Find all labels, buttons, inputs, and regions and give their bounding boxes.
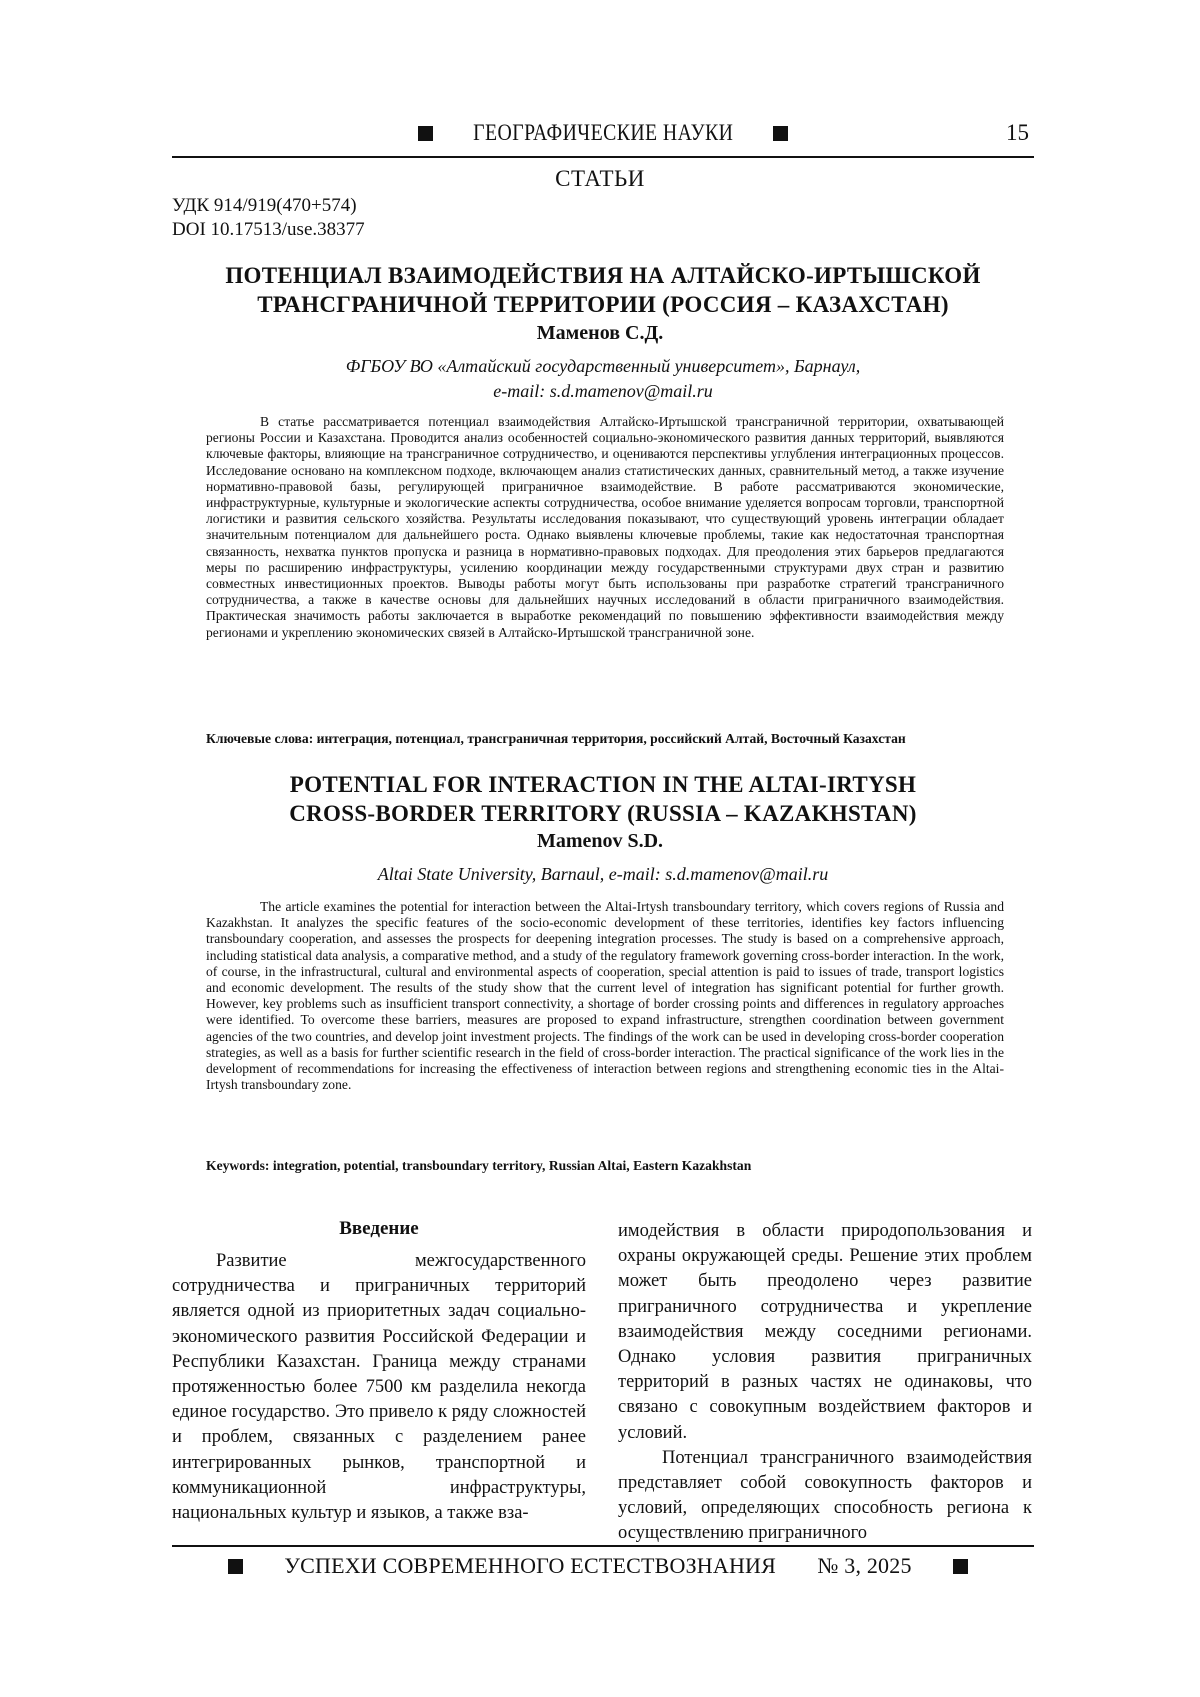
en-title-line1: POTENTIAL FOR INTERACTION IN THE ALTAI-IRTYSH — [289, 772, 917, 797]
en-keywords: Keywords: integration, potential, transboundary territory, Russian Altai, Eastern Kazakhstan — [206, 1158, 752, 1173]
page-number: 15 — [1006, 120, 1029, 145]
footer-divider — [172, 1545, 1034, 1547]
square-bullet-icon — [418, 126, 433, 141]
en-title-line2: CROSS-BORDER TERRITORY (RUSSIA – KAZAKHSTAN) — [289, 801, 917, 826]
en-affiliation: Altai State University, Barnaul, e-mail: s.d.mamenov@mail.ru — [377, 864, 829, 884]
en-title — [172, 770, 1034, 828]
running-footer — [228, 1553, 968, 1579]
intro-heading: Введение — [339, 1218, 419, 1239]
ru-affiliation — [172, 354, 1034, 404]
ru-author: Маменов С.Д. — [536, 322, 664, 344]
right-column — [618, 1219, 1032, 1547]
en-abstract: The article examines the potential for interaction between the Altai-Irtysh transboundary territory, which covers regions of Russia and Kazakhstan. It analyzes the specific features of the socio-economic development of these territories, identifies key factors influencing transboundary cooperation, and assesses the prospects for deepening integration processes. The study is based on a comprehensive approach, including statistical data analysis, a comparative method, and a study of the regulatory framework governing cross-border interaction. In the work, of course, in the infrastructural, cultural and environmental aspects of cooperation, special attention is paid to issues of trade, transport logistics and economic development. The results of the study show that the current level of integration has significant potential for further growth. However, key problems such as insufficient transport connectivity, a shortage of border crossing points and differences in regulatory approaches were identified. To overcome these barriers, measures are proposed to expand infrastructure, strengthen coordination between government agencies of the two countries, and develop joint investment projects. The findings of the work can be used in developing cross-border cooperation strategies, as well as a basis for further scientific research in the field of cross-border interaction. The practical significance of the work lies in the development of recommendations for increasing the effectiveness of interaction between regions and strengthening economic ties in the Altai-Irtysh transboundary zone. — [206, 899, 1004, 1093]
potential-paragraph: Потенциал трансграничного взаимодействия представляет собой совокупность факторов и условий, определяющих способность региона к осуществлению приграничного — [618, 1447, 1032, 1544]
identifiers — [172, 194, 365, 242]
journal-section: ГЕОГРАФИЧЕСКИЕ НАУКИ — [472, 120, 734, 145]
square-bullet-icon — [228, 1559, 243, 1574]
header-divider — [172, 156, 1034, 158]
intro-paragraph: Развитие межгосударственного сотрудничества и приграничных территорий является одной из приоритетных задач социально-экономического развития Российской Федерации и Республики Казахстан. Граница между странами протяженностью более 7500 км разделила некогда единое государство. Это привело к ряду сложностей и проблем, связанных с разделением ранее интегрированных рынков, транспортной и коммуникационной инфраструктуры, национальных культур и языков, а также вза- — [172, 1251, 586, 1524]
running-header — [418, 120, 788, 146]
ru-abstract: В статье рассматривается потенциал взаимодействия Алтайско-Иртышской трансграничной территории, охватывающей регионы России и Казахстана. Проводится анализ особенностей социально-экономического развития данных территорий, выявляются ключевые факторы, влияющие на трансграничное сотрудничество, и оцениваются перспективы углубления интеграционных процессов. Исследование основано на комплексном подходе, включающем анализ статистических данных, сравнительный метод, а также изучение нормативно-правовой базы, регулирующей приграничное взаимодействие. В работе рассматриваются экономические, инфраструктурные, культурные и экологические аспекты сотрудничества, особое внимание уделяется вопросам торговли, транспортной логистики и развития сельского хозяйства. Результаты исследования показывают, что существующий уровень интеграции обладает значительным потенциалом для дальнейшего роста. Однако выявлены ключевые проблемы, такие как недостаточная транспортная связанность, нехватка пунктов пропуска и разница в нормативно-правовых подходах. Для преодоления этих барьеров предлагаются меры по расширению инфраструктуры, усилению координации между государственными структурами двух стран и развитию совместных инвестиционных проектов. Выводы работы могут быть использованы при разработке стратегий трансграничного сотрудничества, а также в качестве основы для дальнейших научных исследований в области приграничного взаимодействия. Практическая значимость работы заключается в выработке рекомендаций по повышению эффективности взаимодействия между регионами и укреплению экономических связей в Алтайско-Иртышской трансграничной зоне. — [206, 414, 1004, 640]
ru-title — [172, 261, 1034, 319]
ru-title-line2: ТРАНСГРАНИЧНОЙ ТЕРРИТОРИИ (РОССИЯ – КАЗАХСТАН) — [257, 292, 949, 317]
ru-title-line1: ПОТЕНЦИАЛ ВЗАИМОДЕЙСТВИЯ НА АЛТАЙСКО-ИРТЫШСКОЙ — [225, 263, 981, 288]
udc-code: УДК 914/919(470+574) — [172, 195, 357, 216]
left-column — [172, 1249, 586, 1526]
intro-paragraph-continued: имодействия в области природопользования и охраны окружающей среды. Решение этих проблем может быть преодолено через развитие приграничного сотрудничества и укрепление взаимодействия между соседними регионами. Однако условия развития приграничных территорий в разных частях не одинаковы, что связано с совокупным воздействием факторов и условий. — [618, 1221, 1032, 1443]
issue-number: № 3, 2025 — [817, 1553, 912, 1578]
doi: DOI 10.17513/use.38377 — [172, 219, 365, 240]
ru-keywords: Ключевые слова: интеграция, потенциал, трансграничная территория, российский Алтай, Восточный Казахстан — [206, 731, 906, 746]
square-bullet-icon — [953, 1559, 968, 1574]
en-author: Mamenov S.D. — [536, 830, 664, 852]
ru-email: e-mail: s.d.mamenov@mail.ru — [493, 381, 713, 401]
ru-affiliation-line1: ФГБОУ ВО «Алтайский государственный университет», Барнаул, — [345, 356, 861, 376]
square-bullet-icon — [773, 126, 788, 141]
section-label: СТАТЬИ — [555, 166, 645, 191]
journal-name: УСПЕХИ СОВРЕМЕННОГО ЕСТЕСТВОЗНАНИЯ — [284, 1553, 777, 1578]
